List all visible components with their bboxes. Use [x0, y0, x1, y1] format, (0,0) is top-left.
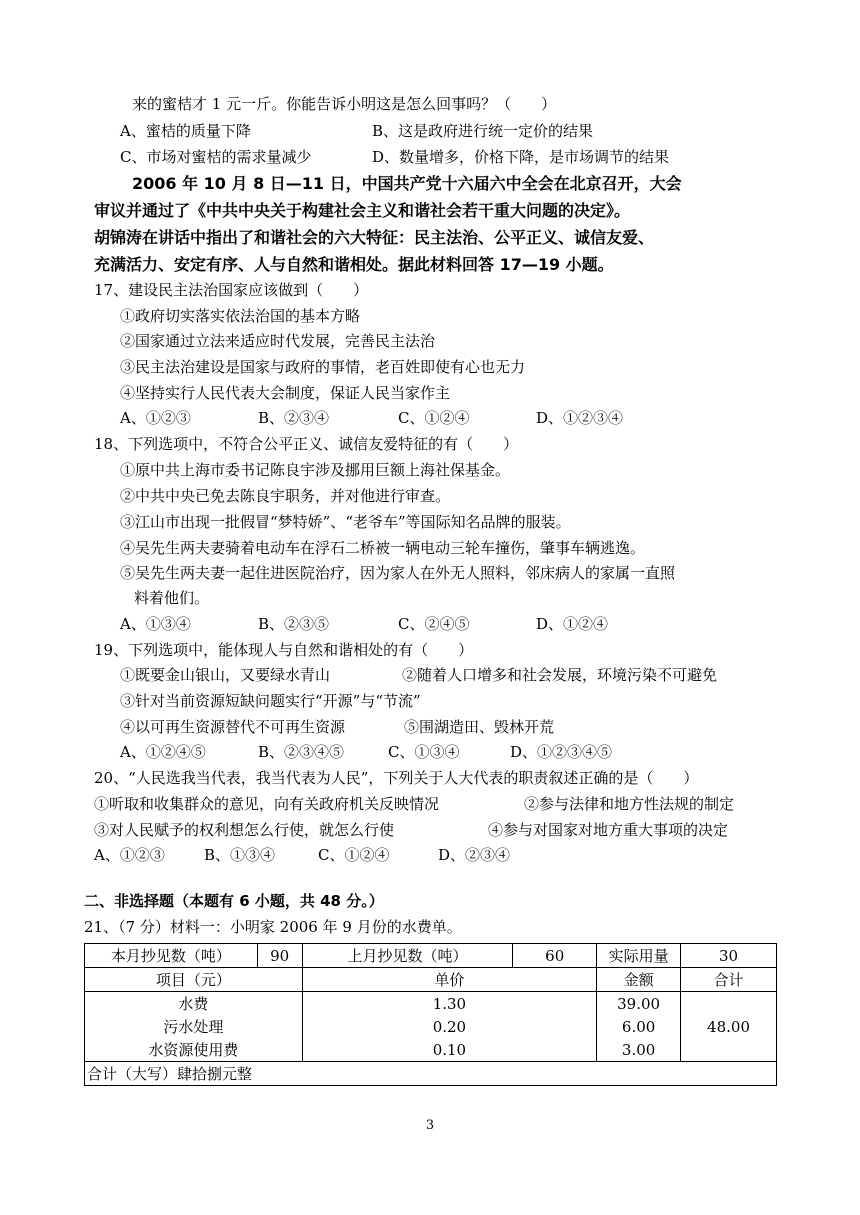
material-line-1: 2006 年 10 月 8 日—11 日，中国共产党十六届六中全会在北京召开，大会 [132, 174, 682, 193]
page-number: 3 [425, 1118, 435, 1133]
q16-option-d: D、数量增多，价格下降，是市场调节的结果 [372, 148, 670, 166]
q18-option-c: C、②④⑤ [398, 615, 470, 633]
price-cell: 0.10 [302, 1038, 597, 1062]
q17-option-b: B、②③④ [258, 409, 330, 427]
actual-usage-value: 30 [681, 944, 777, 968]
table-row [85, 1062, 777, 1086]
actual-usage-label: 实际用量 [597, 944, 681, 968]
q19-option-d: D、①②③④⑤ [510, 743, 613, 761]
q18-option-d: D、①②④ [536, 615, 609, 633]
amount-cell: 39.00 [597, 992, 681, 1016]
q18-option-b: B、②③⑤ [258, 615, 330, 633]
water-bill-table [84, 943, 777, 1086]
q20-option-b: B、①③④ [204, 846, 276, 864]
q20-statement-3: ③对人民赋予的权利想怎么行使，就怎么行使 [94, 821, 395, 839]
header-price: 单价 [302, 968, 597, 992]
q19-statement-4: ④以可再生资源替代不可再生资源 [120, 718, 346, 736]
material-line-2: 审议并通过了《中共中央关于构建社会主义和谐社会若干重大问题的决定》。 [94, 201, 631, 220]
q18-statement-5-cont: 料着他们。 [134, 589, 210, 607]
table-row [85, 1015, 777, 1038]
q16-tail: 来的蜜桔才 1 元一斤。你能告诉小明这是怎么回事吗？（ ） [132, 95, 557, 113]
q17-stem: 17、建设民主法治国家应该做到（ ） [94, 281, 369, 299]
q17-option-c: C、①②④ [398, 409, 470, 427]
price-cell: 1.30 [302, 992, 597, 1016]
q19-statement-2: ②随着人口增多和社会发展，环境污染不可避免 [402, 666, 718, 684]
q20-option-d: D、②③④ [438, 846, 511, 864]
q18-statement-5: ⑤吴先生两夫妻一起住进医院治疗，因为家人在外无人照料，邻床病人的家属一直照 [120, 564, 676, 582]
q20-statement-2: ②参与法律和地方性法规的制定 [524, 795, 735, 813]
table-row [85, 992, 777, 1016]
q20-stem: 20、“人民选我当代表，我当代表为人民”，下列关于人大代表的职责叙述正确的是（ ） [94, 769, 699, 787]
q18-statement-3: ③江山市出现一批假冒“梦特娇”、“老爷车”等国际知名品牌的服装。 [120, 513, 571, 531]
q18-stem: 18、下列选项中，不符合公平正义、诚信友爱特征的有（ ） [94, 435, 519, 453]
header-item: 项目（元） [85, 968, 303, 992]
table-row [85, 968, 777, 992]
price-cell: 0.20 [302, 1015, 597, 1038]
material-line-3: 胡锦涛在讲话中指出了和谐社会的六大特征：民主法治、公平正义、诚信友爱、 [94, 228, 655, 247]
item-cell: 水资源使用费 [85, 1038, 303, 1062]
q17-statement-2: ②国家通过立法来适应时代发展，完善民主法治 [120, 332, 436, 350]
amount-cell: 3.00 [597, 1038, 681, 1062]
section-2-title: 二、非选择题（本题有 6 小题，共 48 分。） [84, 892, 384, 910]
last-month-reading-label: 上月抄见数（吨） [302, 944, 513, 968]
this-month-reading-label: 本月抄见数（吨） [85, 944, 258, 968]
q20-option-a: A、①②③ [94, 846, 165, 864]
q18-statement-1: ①原中共上海市委书记陈良宇涉及挪用巨额上海社保基金。 [120, 461, 511, 479]
table-row [85, 944, 777, 968]
total-value: 48.00 [681, 992, 777, 1062]
q19-option-b: B、②③④⑤ [258, 743, 345, 761]
q21-intro: 21、（7 分）材料一：小明家 2006 年 9 月份的水费单。 [84, 918, 462, 936]
q17-statement-4: ④坚持实行人民代表大会制度，保证人民当家作主 [120, 384, 451, 402]
q19-statement-1: ①既要金山银山，又要绿水青山 [120, 666, 331, 684]
item-cell: 水费 [85, 992, 303, 1016]
q18-option-a: A、①③④ [120, 615, 191, 633]
item-cell: 污水处理 [85, 1015, 303, 1038]
q19-option-a: A、①②④⑤ [120, 743, 206, 761]
q20-statement-4: ④参与对国家对地方重大事项的决定 [488, 821, 729, 839]
q19-option-c: C、①③④ [388, 743, 460, 761]
q17-option-d: D、①②③④ [536, 409, 624, 427]
total-in-words: 合计（大写）肆拾捌元整 [85, 1062, 777, 1086]
q16-option-c: C、市场对蜜桔的需求量减少 [120, 148, 312, 166]
header-total: 合计 [681, 968, 777, 992]
q16-option-b: B、这是政府进行统一定价的结果 [372, 122, 594, 140]
q17-statement-1: ①政府切实落实依法治国的基本方略 [120, 307, 361, 325]
q20-option-c: C、①②④ [318, 846, 390, 864]
q18-statement-4: ④吴先生两夫妻骑着电动车在浮石二桥被一辆电动三轮车撞伤，肇事车辆逃逸。 [120, 539, 646, 557]
q19-statement-5: ⑤围湖造田、毁林开荒 [404, 718, 555, 736]
header-amount: 金额 [597, 968, 681, 992]
q17-option-a: A、①②③ [120, 409, 191, 427]
this-month-reading-value: 90 [257, 944, 302, 968]
q19-stem: 19、下列选项中，能体现人与自然和谐相处的有（ ） [94, 641, 474, 659]
q18-statement-2: ②中共中央已免去陈良宇职务，并对他进行审查。 [120, 487, 451, 505]
amount-cell: 6.00 [597, 1015, 681, 1038]
material-line-4: 充满活力、安定有序、人与自然和谐相处。据此材料回答 17—19 小题。 [94, 255, 614, 274]
q16-option-a: A、蜜桔的质量下降 [120, 122, 251, 140]
q19-statement-3: ③针对当前资源短缺问题实行“开源”与“节流” [120, 692, 421, 710]
q17-statement-3: ③民主法治建设是国家与政府的事情，老百姓即使有心也无力 [120, 358, 526, 376]
last-month-reading-value: 60 [513, 944, 597, 968]
table-row [85, 1038, 777, 1062]
q20-statement-1: ①听取和收集群众的意见，向有关政府机关反映情况 [94, 795, 440, 813]
